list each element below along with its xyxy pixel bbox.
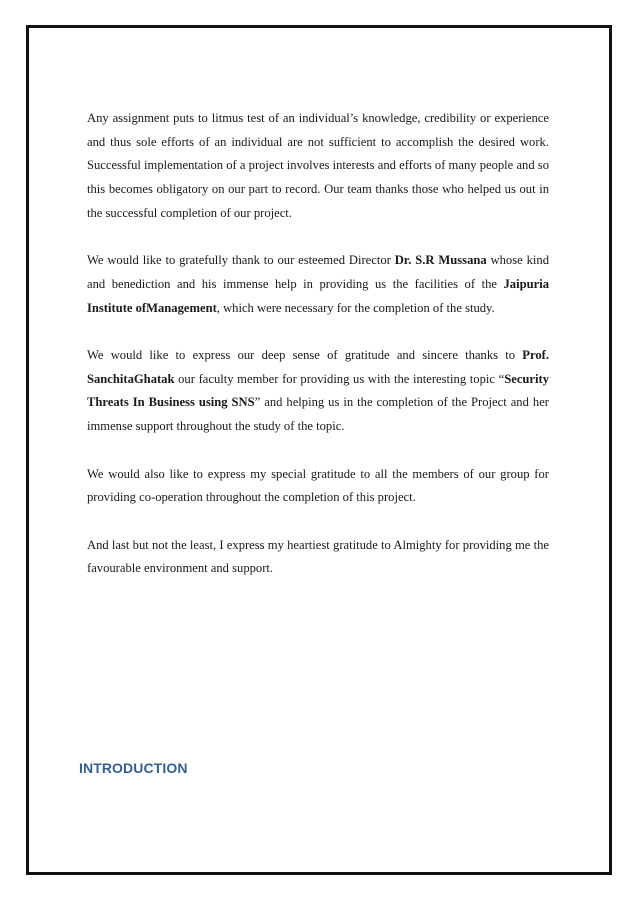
section-heading-introduction: INTRODUCTION bbox=[79, 760, 188, 776]
acknowledgement-body bbox=[87, 107, 549, 581]
text-segment: We would like to gratefully thank to our esteemed Director bbox=[87, 253, 395, 268]
text-segment: Any assignment puts to litmus test of an individual’s knowledge, credibility or experience and thus sole efforts of an individual are not sufficient to accomplish the desired work. Successful implementation of a project involves interests and efforts of many people and so this becomes obligatory on our part to record. Our team thanks those who helped us out in the successful completion of our project. bbox=[87, 111, 549, 220]
text-segment: whose kind and benediction and his immense help in providing us the facilities of the bbox=[87, 253, 549, 291]
paragraph-director-thanks bbox=[87, 249, 549, 320]
paragraph-assignment bbox=[87, 107, 549, 226]
paragraph-faculty-thanks bbox=[87, 344, 549, 439]
text-segment: We would like to express our deep sense of gratitude and sincere thanks to bbox=[87, 348, 523, 362]
bold-text-segment: Security Threats In Business using SNS bbox=[87, 371, 549, 410]
paragraph-almighty-thanks bbox=[87, 534, 549, 581]
text-segment: ” and helping us in the completion of the Project and her immense support throughout the study of the topic. bbox=[87, 395, 549, 434]
bold-text-segment: Jaipuria Institute ofManagement bbox=[87, 276, 549, 315]
text-segment: our faculty member for providing us with the interesting topic “ bbox=[174, 371, 505, 386]
paragraph-group-thanks bbox=[87, 463, 549, 510]
text-segment: , which were necessary for the completion of the study. bbox=[216, 300, 495, 315]
text-segment: We would also like to express my special gratitude to all the members of our group for providing co-operation throughout the completion of this project. bbox=[87, 466, 549, 505]
bold-text-segment: Prof. SanchitaGhatak bbox=[87, 348, 549, 386]
text-segment: And last but not the least, I express my heartiest gratitude to Almighty for providing me the favourable environment and support. bbox=[87, 537, 549, 576]
bold-text-segment: Dr. S.R Mussana bbox=[394, 253, 487, 268]
